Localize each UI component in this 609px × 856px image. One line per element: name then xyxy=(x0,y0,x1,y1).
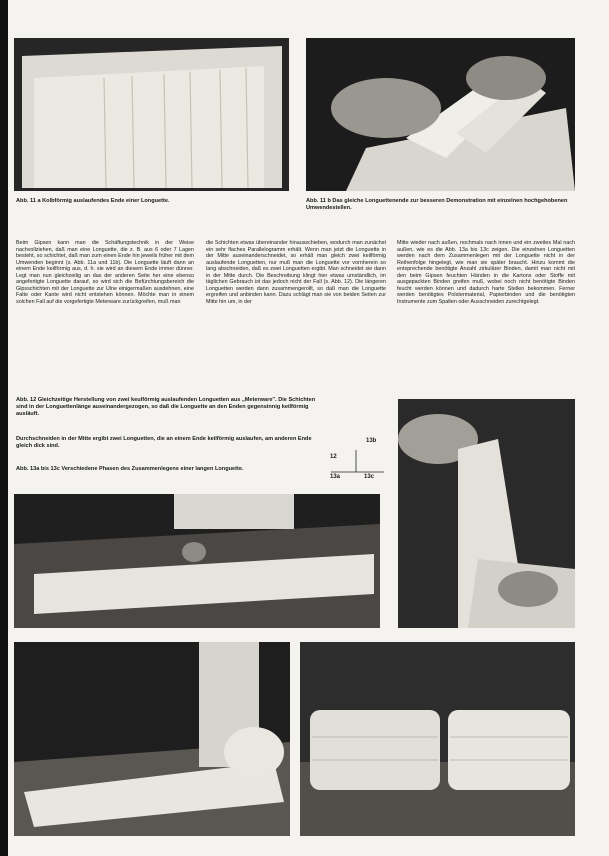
caption-fig-12: Abb. 12 Gleichzeitige Herstellung von zwei keulförmig auslaufenden Longuetten aus „Meterware". Die Schichten sind in der Longuettenlänge auseinandergezogen, so daß die Longuette an den Enden gegensinnig keilförmig ausläuft. xyxy=(16,397,316,417)
caption-fig-11b: Abb. 11 b Das gleiche Longuettenende zur besseren Demonstration mit einzelnen hochgehobenen Umwendestellen. xyxy=(306,198,568,211)
paragraph: Beim Gipsen kann man die Schäftungstechnik in der Weise nachvollziehen, daß man eine Longuette, die z. B. aus 6 oder 7 Lagen besteht, so schichtet, daß man zum einen Ende hin jeweils früher mit dem Umwenden beginnt (s. Abb. 11a und 11b). Die Longuette läuft dann an einem Ende keilförmig aus, d. h. sie wird an diesem Ende immer dünner. Legt man nun gleichzeitig an das der anderen Seite her eine ebenso angefertigte Longuette darauf, so wird sich die Befürchtungsbereich die Gipsschichten mit der Longuette zur Ulne einigermaßen ausdehnen, eine Falte oder Kante wird nicht entstehen können. Möchte man in einem solchen Fall auf die vorgefertigte Meterware zurückgreifen, muß man xyxy=(16,240,194,305)
text-column-1 xyxy=(16,240,194,380)
photo-fig-11b xyxy=(306,38,575,191)
page-edge xyxy=(0,0,8,856)
photo-fig-13b xyxy=(14,642,290,836)
diagram-label-13b: 13b xyxy=(366,438,377,444)
diagram-label-13c: 13c xyxy=(364,474,375,480)
caption-fig-12-cut: Durchschneiden in der Mitte ergibt zwei Longuetten, die an einem Ende keilförmig auslaufen, am anderen Ende gleich dick sind. xyxy=(16,436,312,449)
photo-fig-12 xyxy=(14,494,380,628)
text-column-2 xyxy=(206,240,386,380)
diagram-label-13a: 13a xyxy=(330,474,341,480)
diagram-label-12: 12 xyxy=(330,454,337,460)
photo-fig-13a xyxy=(398,399,575,628)
paragraph: die Schichten etwas übereinander hinausschieben, wodurch man zunächst ein sehr flaches Parallelogramm erhält. Wenn man jetzt die Longuette in der Mitte auseinanderschneidet, so erhält man gleich zwei keilförmig auslaufende Longuetten, nur muß man die Longuette vor vornherein so lang abschneiden, daß es zwei Longuetten ergibt. Man schneidet sie dann in der Mitte durch. Die Beschreibung klingt hier etwas umständlich, im täglichen Gebrauch ist das jedoch nicht der Fall (s. Abb. 12). Die längeren Longuetten werden dann zusammengerollt, so daß man die Longuette ergreifen und anbinden kann. Dazu schlägt man sie von beiden Seiten zur Mitte hin um, in der xyxy=(206,240,386,305)
paragraph: Mitte wieder nach außen, nochmals nach innen und ein zweites Mal nach außen, wie es die Abb. 13a bis 13c zeigen. Die einzelnen Longuetten werden nach dem Zusammenlegen mit der Longuette nicht in der Reihenfolge hingelegt, wie man sie später braucht. Hinzu kommt die entsprechende benötigte Anzahl zirkulärer Binden, damit man nicht mit den beim Gipsen feuchten Händen in die Kartons oder Stoffe mit ausgepackten Binden greifen muß, wobei noch nicht benötigte Binden feucht werden können und dadurch harte Stellen bekommen. Ferner werden benötigtes Polstermaterial, Papierbinden und die benötigten Instrumente zum Spalten oder Ausschneiden zurechtgelegt. xyxy=(397,240,575,305)
figure-reference-diagram xyxy=(326,436,388,486)
caption-fig-11a: Abb. 11 a Kolbförmig auslaufendes Ende einer Longuette. xyxy=(16,198,170,204)
caption-fig-13: Abb. 13a bis 13c Verschiedene Phasen des Zusammenlegens einer langen Longuette. xyxy=(16,466,244,472)
photo-fig-11a xyxy=(14,38,289,191)
photo-fig-13c xyxy=(300,642,575,836)
text-column-3 xyxy=(397,240,575,380)
